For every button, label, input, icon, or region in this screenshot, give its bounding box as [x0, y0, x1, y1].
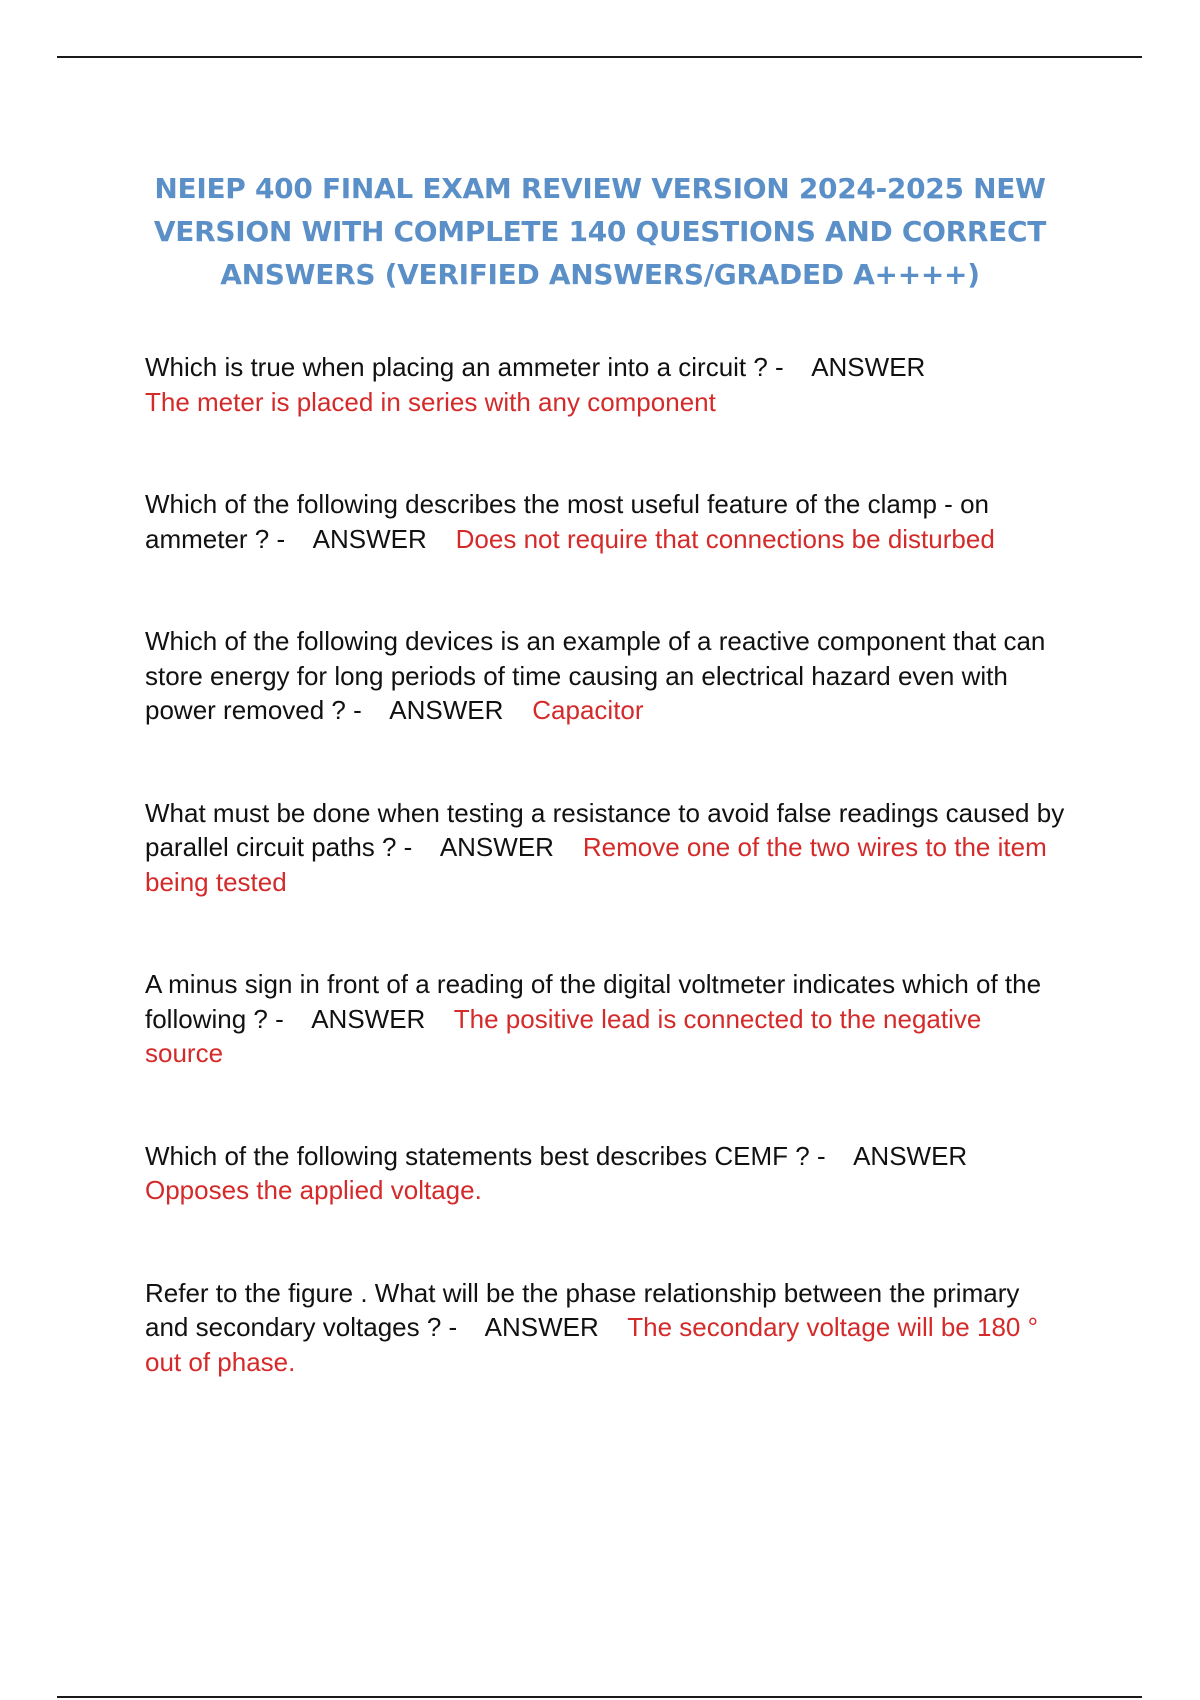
answer-text: Remove one of the two wires to the item being tested	[145, 832, 1047, 897]
answer-label: ANSWER	[484, 1312, 599, 1342]
answer-label: ANSWER	[311, 1003, 426, 1034]
question-text: Which is true when placing an ammeter into a circuit ? -	[145, 352, 784, 382]
document-title: NEIEP 400 FINAL EXAM REVIEW VERSION 2024-2025 NEW VERSION WITH COMPLETE 140 QUESTIONS AND CORRECT ANSWERS (VERIFIED ANSWERS/GRADED A++++)	[153, 171, 1047, 291]
qa-item-1	[145, 350, 1065, 419]
answer-text: The secondary voltage will be 180 ° out of phase.	[145, 1312, 1038, 1377]
qa-item-2	[145, 487, 1065, 556]
qa-item-7	[145, 1276, 1065, 1380]
question-text: What must be done when testing a resistance to avoid false readings caused by parallel circuit paths ? -	[145, 797, 1065, 862]
qa-item-6	[145, 1139, 1065, 1208]
answer-label: ANSWER	[811, 352, 926, 382]
answer-text: Does not require that connections be disturbed	[455, 523, 995, 554]
qa-item-3	[145, 624, 1065, 728]
qa-list	[145, 350, 1065, 1447]
qa-item-5	[145, 967, 1065, 1071]
answer-text: The positive lead is connected to the negative source	[145, 1003, 982, 1068]
question-text: A minus sign in front of a reading of the digital voltmeter indicates which of the following ? -	[145, 969, 1042, 1034]
answer-label: ANSWER	[853, 1140, 968, 1171]
answer-label: ANSWER	[439, 832, 554, 862]
question-text: Which of the following devices is an example of a reactive component that can store energy for long periods of time causing an electrical hazard even with power removed ? -	[145, 626, 1046, 725]
answer-text: Capacitor	[532, 695, 644, 725]
qa-item-4	[145, 796, 1065, 900]
answer-text: The meter is placed in series with any component	[145, 386, 716, 417]
top-rule	[57, 56, 1142, 58]
answer-text: Opposes the applied voltage.	[145, 1175, 482, 1205]
answer-label: ANSWER	[312, 523, 427, 554]
answer-label: ANSWER	[389, 695, 504, 725]
question-text: Refer to the figure . What will be the phase relationship between the primary and secondary voltages ? -	[145, 1277, 1020, 1342]
bottom-rule	[57, 1696, 1142, 1698]
question-text: Which of the following statements best describes CEMF ? -	[145, 1140, 826, 1171]
question-text: Which of the following describes the most useful feature of the clamp - on ammeter ? -	[145, 489, 989, 554]
